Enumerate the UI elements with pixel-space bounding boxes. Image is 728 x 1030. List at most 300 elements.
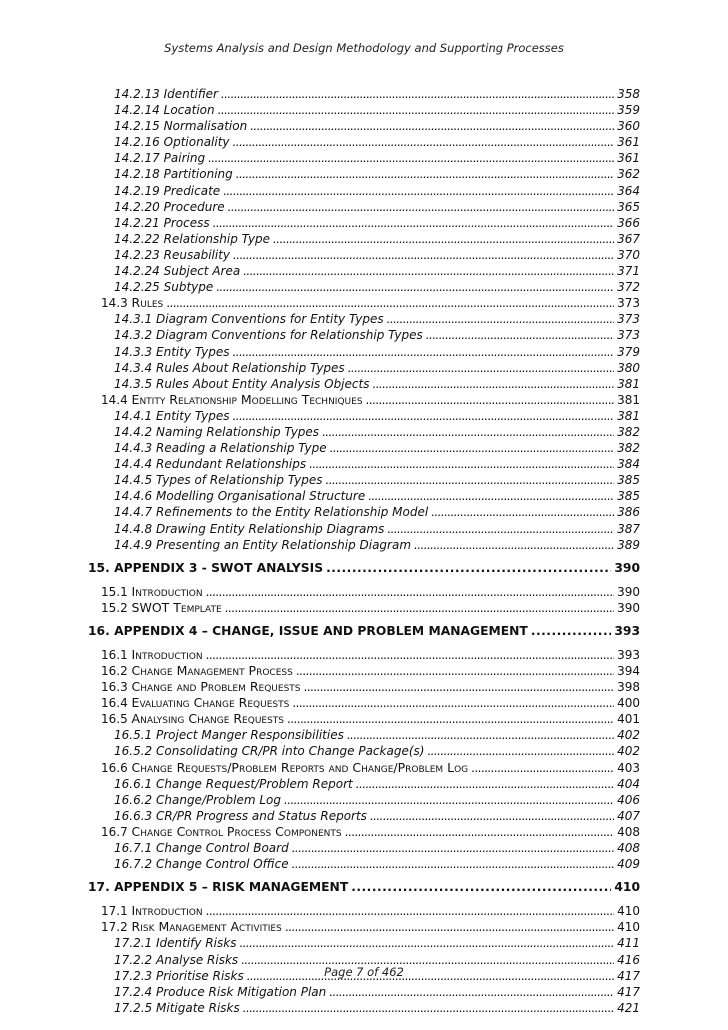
toc-entry-number: 16.7.1	[114, 841, 153, 856]
toc-entry-title	[114, 440, 327, 456]
toc-entry-title	[114, 776, 353, 792]
toc-entry-page: 401	[617, 712, 640, 727]
dot-leader	[216, 279, 614, 295]
toc-entry-title	[114, 456, 306, 472]
toc-entry-label: Redundant Relationships	[156, 457, 307, 472]
toc-entry-page: 362	[617, 167, 640, 182]
toc-entry-number: 14.3.5	[114, 376, 153, 391]
toc-entry[interactable]	[88, 183, 640, 199]
toc-entry-label: Prioritise Risks	[156, 968, 244, 983]
toc-entry[interactable]	[88, 150, 640, 166]
dot-leader	[228, 199, 614, 215]
toc-entry-label: Reusability	[163, 247, 230, 262]
toc-entry-title	[114, 424, 319, 440]
dot-leader	[285, 919, 614, 935]
toc-entry-page: 410	[614, 880, 640, 895]
toc-entry-number: 17.2	[101, 920, 128, 935]
dot-leader	[426, 327, 614, 343]
toc-entry-page: 407	[617, 808, 640, 823]
toc-entry-title	[114, 215, 210, 231]
dot-leader	[414, 537, 614, 553]
toc-entry[interactable]	[88, 776, 640, 792]
toc-entry-page: 381	[617, 408, 640, 423]
toc-entry-page: 373	[617, 328, 640, 343]
toc-entry[interactable]	[88, 408, 640, 424]
toc-entry[interactable]	[88, 488, 640, 504]
toc-entry[interactable]	[88, 199, 640, 215]
toc-entry-page: 360	[617, 119, 640, 134]
toc-entry-page: 367	[617, 231, 640, 246]
dot-leader	[287, 711, 614, 727]
toc-entry-number: 14.2.21	[114, 215, 160, 230]
toc-entry[interactable]	[88, 344, 640, 360]
dot-leader	[206, 584, 615, 600]
toc-entry-label: Location	[163, 103, 215, 118]
toc-entry-number: 17.2.2	[114, 952, 153, 967]
toc-entry-title	[114, 86, 218, 102]
dot-leader	[356, 776, 614, 792]
toc-entry-label: Evaluating Change Requests	[131, 695, 290, 711]
toc-entry-label: Predicate	[163, 183, 221, 198]
toc-entry[interactable]	[88, 263, 640, 279]
toc-entry[interactable]	[88, 727, 640, 743]
toc-entry-title	[114, 472, 323, 488]
toc-entry-label: APPENDIX 4 – CHANGE, ISSUE AND PROBLEM MANAGEMENT	[114, 623, 528, 638]
toc-entry-page: 402	[617, 728, 640, 743]
toc-entry-title	[114, 840, 289, 856]
dot-leader	[387, 521, 614, 537]
toc-entry[interactable]	[88, 360, 640, 376]
toc-entry[interactable]	[88, 878, 640, 896]
toc-entry-title	[114, 488, 365, 504]
toc-entry-page: 364	[617, 183, 640, 198]
toc-entry-number: 14.2.15	[114, 119, 160, 134]
toc-entry[interactable]	[88, 695, 640, 711]
toc-entry[interactable]	[88, 247, 640, 263]
toc-entry[interactable]	[88, 537, 640, 553]
toc-entry-page: 365	[617, 199, 640, 214]
toc-entry-page: 411	[617, 936, 640, 951]
toc-entry-title	[114, 199, 225, 215]
toc-entry-title	[114, 408, 230, 424]
toc-entry-page: 361	[617, 151, 640, 166]
toc-entry[interactable]	[88, 279, 640, 295]
dot-leader	[239, 935, 614, 951]
toc-entry-page: 394	[617, 664, 640, 678]
toc-entry-title	[114, 311, 384, 327]
toc-entry[interactable]	[88, 679, 640, 695]
toc-entry-page: 389	[617, 537, 640, 552]
toc-entry-title	[101, 760, 468, 776]
toc-entry-title	[88, 622, 528, 640]
toc-entry-number: 14.4.9	[114, 537, 153, 552]
dot-leader	[243, 263, 614, 279]
toc-entry[interactable]	[88, 840, 640, 856]
toc-entry[interactable]	[88, 440, 640, 456]
toc-entry-page: 387	[617, 521, 640, 536]
toc-entry-title	[114, 808, 367, 824]
toc-entry-title	[101, 392, 363, 408]
toc-entry-title	[114, 231, 270, 247]
toc-entry[interactable]	[88, 711, 640, 727]
toc-entry-number: 16.6.1	[114, 776, 153, 791]
toc-entry-page: 410	[617, 920, 640, 935]
toc-entry-page: 417	[617, 984, 640, 999]
dot-leader	[347, 727, 614, 743]
toc-entry-label: Diagram Conventions for Entity Types	[156, 312, 384, 327]
toc-entry[interactable]	[88, 134, 640, 150]
toc-entry-title	[114, 118, 247, 134]
toc-entry[interactable]	[88, 215, 640, 231]
toc-entry-label: Introduction	[131, 646, 203, 662]
toc-entry[interactable]	[88, 584, 640, 600]
toc-entry-title	[114, 376, 369, 392]
toc-entry-title	[114, 360, 345, 376]
toc-entry-number: 17.2.3	[114, 968, 153, 983]
toc-entry-label: Change Request/Problem Report	[156, 776, 353, 791]
toc-entry-number: 14.3.4	[114, 360, 153, 375]
toc-entry-number: 16.1	[101, 647, 128, 662]
dot-leader	[431, 504, 614, 520]
toc-entry-label: Identifier	[163, 87, 218, 101]
dot-leader	[296, 663, 614, 679]
toc-entry[interactable]	[88, 86, 640, 102]
toc-entry-page: 382	[617, 424, 640, 439]
toc-entry-number: 14.2.13	[114, 87, 160, 101]
dot-leader	[330, 440, 614, 456]
toc-entry-number: 14.2.18	[114, 167, 160, 182]
toc-entry-number: 14.4.7	[114, 505, 153, 520]
toc-entry-number: 14.4.4	[114, 457, 153, 472]
toc-entry-number: 17.2.1	[114, 936, 153, 951]
dot-leader	[243, 1000, 614, 1016]
toc-entry-label: Consolidating CR/PR into Change Package(s)	[156, 744, 425, 759]
toc-entry-number: 14.2.20	[114, 199, 160, 214]
toc-entry-number: 16.5	[101, 712, 128, 727]
toc-entry-label: Reading a Relationship Type	[156, 441, 327, 456]
toc-entry-label: Rules	[131, 295, 164, 311]
toc-entry[interactable]	[88, 504, 640, 520]
toc-entry-number: 14.3	[101, 296, 128, 311]
toc-entry-title	[114, 521, 384, 537]
toc-entry-title	[114, 537, 411, 553]
toc-entry-label: Change Requests/Problem Reports and Change/Problem Log	[131, 759, 469, 775]
toc-entry-title	[101, 919, 282, 935]
dot-leader	[284, 792, 614, 808]
toc-entry-page: 416	[617, 952, 640, 967]
dot-leader	[387, 311, 614, 327]
toc-entry-title	[114, 792, 281, 808]
dot-leader	[218, 102, 614, 118]
toc-entry-label: Refinements to the Entity Relationship Model	[156, 505, 429, 520]
toc-entry-page: 373	[617, 312, 640, 327]
toc-entry-title	[114, 263, 240, 279]
toc-entry-title	[114, 279, 213, 295]
toc-entry-title	[114, 247, 230, 263]
toc-entry-title	[101, 711, 284, 727]
toc-entry-number: 14.3.1	[114, 312, 153, 327]
toc-entry-label: SWOT Template	[131, 599, 222, 615]
dot-leader	[225, 600, 614, 616]
toc-entry[interactable]	[88, 376, 640, 392]
toc-entry-number: 14.2.17	[114, 151, 160, 166]
toc-entry-number: 15.1	[101, 584, 128, 599]
toc-entry-title	[114, 183, 220, 199]
toc-entry-number: 17.2.4	[114, 984, 153, 999]
dot-leader	[206, 903, 615, 919]
toc-entry-page: 408	[617, 841, 640, 856]
toc-entry[interactable]	[88, 984, 640, 1000]
toc-entry-page: 381	[617, 376, 640, 391]
toc-entry-title	[88, 878, 348, 896]
toc-entry-page: 417	[617, 968, 640, 983]
dot-leader	[309, 456, 614, 472]
dot-leader	[326, 559, 611, 577]
toc-entry[interactable]	[88, 118, 640, 134]
dot-leader	[250, 118, 614, 134]
dot-leader	[531, 622, 612, 640]
toc-entry-label: CR/PR Progress and Status Reports	[156, 808, 367, 823]
toc-entry-title	[114, 134, 230, 150]
toc-entry-label: Change/Problem Log	[156, 792, 281, 807]
toc-entry-number: 14.2.25	[114, 280, 160, 295]
toc-entry-page: 358	[617, 87, 640, 101]
toc-entry[interactable]	[88, 392, 640, 408]
toc-entry-number: 14.2.16	[114, 135, 160, 150]
dot-leader	[223, 183, 614, 199]
toc-entry[interactable]	[88, 647, 640, 663]
toc-entry-label: Rules About Relationship Types	[156, 360, 345, 375]
toc-entry-label: Analysing Change Requests	[131, 711, 285, 727]
toc-entry-title	[101, 584, 203, 600]
toc-entry-number: 16.4	[101, 696, 128, 711]
toc-entry-page: 393	[617, 647, 640, 662]
dot-leader	[292, 695, 614, 711]
toc-entry-page: 390	[617, 584, 640, 599]
toc-entry-number: 14.4.6	[114, 489, 153, 504]
toc-entry-title	[114, 166, 233, 182]
toc-entry-number: 16.6.2	[114, 792, 153, 807]
toc-entry-label: Process	[163, 215, 210, 230]
toc-entry-title	[114, 727, 344, 743]
dot-leader	[345, 824, 614, 840]
toc-entry[interactable]	[88, 600, 640, 616]
toc-entry-number: 17.2.5	[114, 1000, 153, 1015]
toc-entry-label: APPENDIX 3 - SWOT ANALYSIS	[114, 560, 324, 575]
toc-entry-page: 386	[617, 505, 640, 520]
dot-leader	[304, 679, 615, 695]
dot-leader	[322, 424, 614, 440]
toc-entry-label: Pairing	[163, 151, 206, 166]
toc-entry-page: 398	[617, 680, 640, 695]
toc-entry[interactable]	[88, 622, 640, 640]
toc-entry-label: Presenting an Entity Relationship Diagram	[156, 537, 412, 552]
toc-entry-label: Identify Risks	[156, 936, 237, 951]
toc-entry-title	[114, 856, 289, 872]
dot-leader	[366, 392, 615, 408]
toc-entry-title	[101, 647, 203, 663]
toc-entry-number: 14.4.3	[114, 441, 153, 456]
toc-entry-label: Change Control Office	[156, 857, 289, 872]
toc-entry[interactable]	[88, 295, 640, 311]
toc-entry-title	[88, 559, 323, 577]
dot-leader	[233, 134, 615, 150]
toc-entry-number: 16.5.1	[114, 728, 153, 743]
dot-leader	[206, 647, 615, 663]
toc-entry-title	[114, 743, 424, 759]
toc-entry-number: 14.3.2	[114, 328, 153, 343]
toc-entry-page: 370	[617, 247, 640, 262]
toc-entry-page: 408	[617, 824, 640, 839]
toc-entry-page: 371	[617, 264, 640, 279]
toc-entry[interactable]	[88, 424, 640, 440]
toc-entry[interactable]	[88, 824, 640, 840]
toc-entry-number: 15.	[88, 560, 110, 575]
dot-leader	[233, 344, 615, 360]
toc-entry-label: Entity Relationship Modelling Techniques	[131, 391, 363, 407]
toc-entry-title	[101, 295, 163, 311]
toc-entry-label: Produce Risk Mitigation Plan	[156, 984, 327, 999]
toc-entry[interactable]	[88, 856, 640, 872]
toc-entry-title	[101, 824, 342, 840]
toc-entry[interactable]	[88, 559, 640, 577]
toc-entry-number: 16.7	[101, 824, 128, 839]
toc-entry-number: 14.3.3	[114, 344, 153, 359]
dot-leader	[292, 856, 614, 872]
toc-entry-title	[101, 600, 222, 616]
toc-entry-label: Project Manger Responsibilities	[156, 728, 344, 743]
toc-entry[interactable]	[88, 935, 640, 951]
toc-entry-page: 359	[617, 103, 640, 118]
dot-leader	[329, 984, 614, 1000]
toc-entry[interactable]	[88, 1000, 640, 1016]
toc-entry-page: 373	[617, 296, 640, 311]
dot-leader	[233, 408, 615, 424]
toc-entry-page: 390	[614, 560, 640, 575]
toc-entry-page: 381	[617, 392, 640, 407]
toc-entry-number: 14.4.8	[114, 521, 153, 536]
toc-entry-label: Optionality	[163, 135, 230, 150]
toc-entry-page: 390	[617, 600, 640, 615]
toc-entry-label: Rules About Entity Analysis Objects	[156, 376, 370, 391]
toc-entry[interactable]	[88, 521, 640, 537]
toc-entry-label: Mitigate Risks	[156, 1000, 240, 1015]
toc-entry-title	[101, 679, 301, 695]
toc-entry-title	[114, 344, 230, 360]
toc-entry-page: 404	[617, 776, 640, 791]
toc-entry-number: 14.2.14	[114, 103, 160, 118]
toc-entry-label: APPENDIX 5 – RISK MANAGEMENT	[114, 880, 349, 895]
toc-entry[interactable]	[88, 760, 640, 776]
toc-entry-number: 17.	[88, 880, 110, 895]
toc-entry-page: 406	[617, 792, 640, 807]
dot-leader	[213, 215, 614, 231]
toc-entry-title	[114, 1000, 240, 1016]
toc-entry-title	[114, 984, 326, 1000]
toc-entry-page: 393	[614, 623, 640, 638]
toc-entry-label: Risk Management Activities	[131, 919, 282, 935]
toc-entry-label: Subtype	[163, 280, 214, 295]
toc-entry[interactable]	[88, 472, 640, 488]
toc-entry-label: Entity Types	[156, 408, 230, 423]
toc-entry-title	[101, 695, 289, 711]
toc-entry[interactable]	[88, 231, 640, 247]
toc-entry-number: 14.4.5	[114, 473, 153, 488]
toc-entry-page: 372	[617, 280, 640, 295]
page-footer: Page 7 of 462	[324, 965, 404, 979]
table-of-contents	[88, 86, 640, 1016]
dot-leader	[368, 488, 614, 504]
toc-entry-page: 385	[617, 473, 640, 488]
toc-entry-label: Change Control Process Components	[131, 823, 342, 839]
dot-leader	[166, 295, 614, 311]
toc-entry-number: 16.7.2	[114, 857, 153, 872]
toc-entry[interactable]	[88, 903, 640, 919]
toc-entry-label: Types of Relationship Types	[156, 473, 323, 488]
toc-entry-label: Analyse Risks	[156, 952, 239, 967]
toc-entry-label: Change and Problem Requests	[131, 679, 301, 695]
dot-leader	[292, 840, 614, 856]
toc-entry[interactable]	[88, 102, 640, 118]
toc-entry-page: 384	[617, 457, 640, 472]
toc-entry[interactable]	[88, 327, 640, 343]
toc-entry-label: Modelling Organisational Structure	[156, 489, 366, 504]
toc-entry[interactable]	[88, 456, 640, 472]
toc-entry-label: Change Management Process	[131, 663, 293, 678]
toc-entry-page: 402	[617, 744, 640, 759]
toc-entry-label: Partitioning	[163, 167, 233, 182]
dot-leader	[233, 247, 614, 263]
toc-entry-number: 16.5.2	[114, 744, 153, 759]
page-header: Systems Analysis and Design Methodology and Supporting Processes	[164, 41, 564, 55]
toc-entry-page: 410	[617, 904, 640, 919]
toc-entry-number: 14.2.24	[114, 264, 160, 279]
toc-entry-label: Naming Relationship Types	[156, 424, 320, 439]
toc-entry-number: 14.2.22	[114, 231, 160, 246]
toc-entry[interactable]	[88, 808, 640, 824]
dot-leader	[236, 166, 614, 182]
toc-entry-number: 16.6	[101, 760, 128, 775]
toc-entry-number: 16.6.3	[114, 808, 153, 823]
toc-entry-page: 409	[617, 857, 640, 872]
dot-leader	[372, 376, 614, 392]
dot-leader	[326, 472, 615, 488]
toc-entry-label: Relationship Type	[163, 231, 271, 246]
toc-entry-number: 14.2.19	[114, 183, 160, 198]
toc-entry-page: 361	[617, 135, 640, 150]
toc-entry[interactable]	[88, 663, 640, 679]
toc-entry-label: Introduction	[131, 903, 203, 919]
toc-entry-number: 17.1	[101, 904, 128, 919]
toc-entry[interactable]	[88, 919, 640, 935]
toc-entry-number: 16.2	[101, 664, 128, 678]
dot-leader	[351, 878, 611, 896]
toc-entry-title	[114, 935, 236, 951]
toc-entry-label: Diagram Conventions for Relationship Types	[156, 328, 423, 343]
toc-entry-page: 366	[617, 215, 640, 230]
toc-entry-label: Normalisation	[163, 119, 248, 134]
toc-entry[interactable]	[88, 743, 640, 759]
toc-entry-label: Procedure	[163, 199, 225, 214]
dot-leader	[370, 808, 614, 824]
toc-entry[interactable]	[88, 166, 640, 182]
toc-entry[interactable]	[88, 311, 640, 327]
toc-entry-page: 380	[617, 360, 640, 375]
toc-entry-number: 16.3	[101, 680, 128, 695]
toc-entry-title	[114, 327, 423, 343]
dot-leader	[427, 743, 614, 759]
toc-entry[interactable]	[88, 792, 640, 808]
